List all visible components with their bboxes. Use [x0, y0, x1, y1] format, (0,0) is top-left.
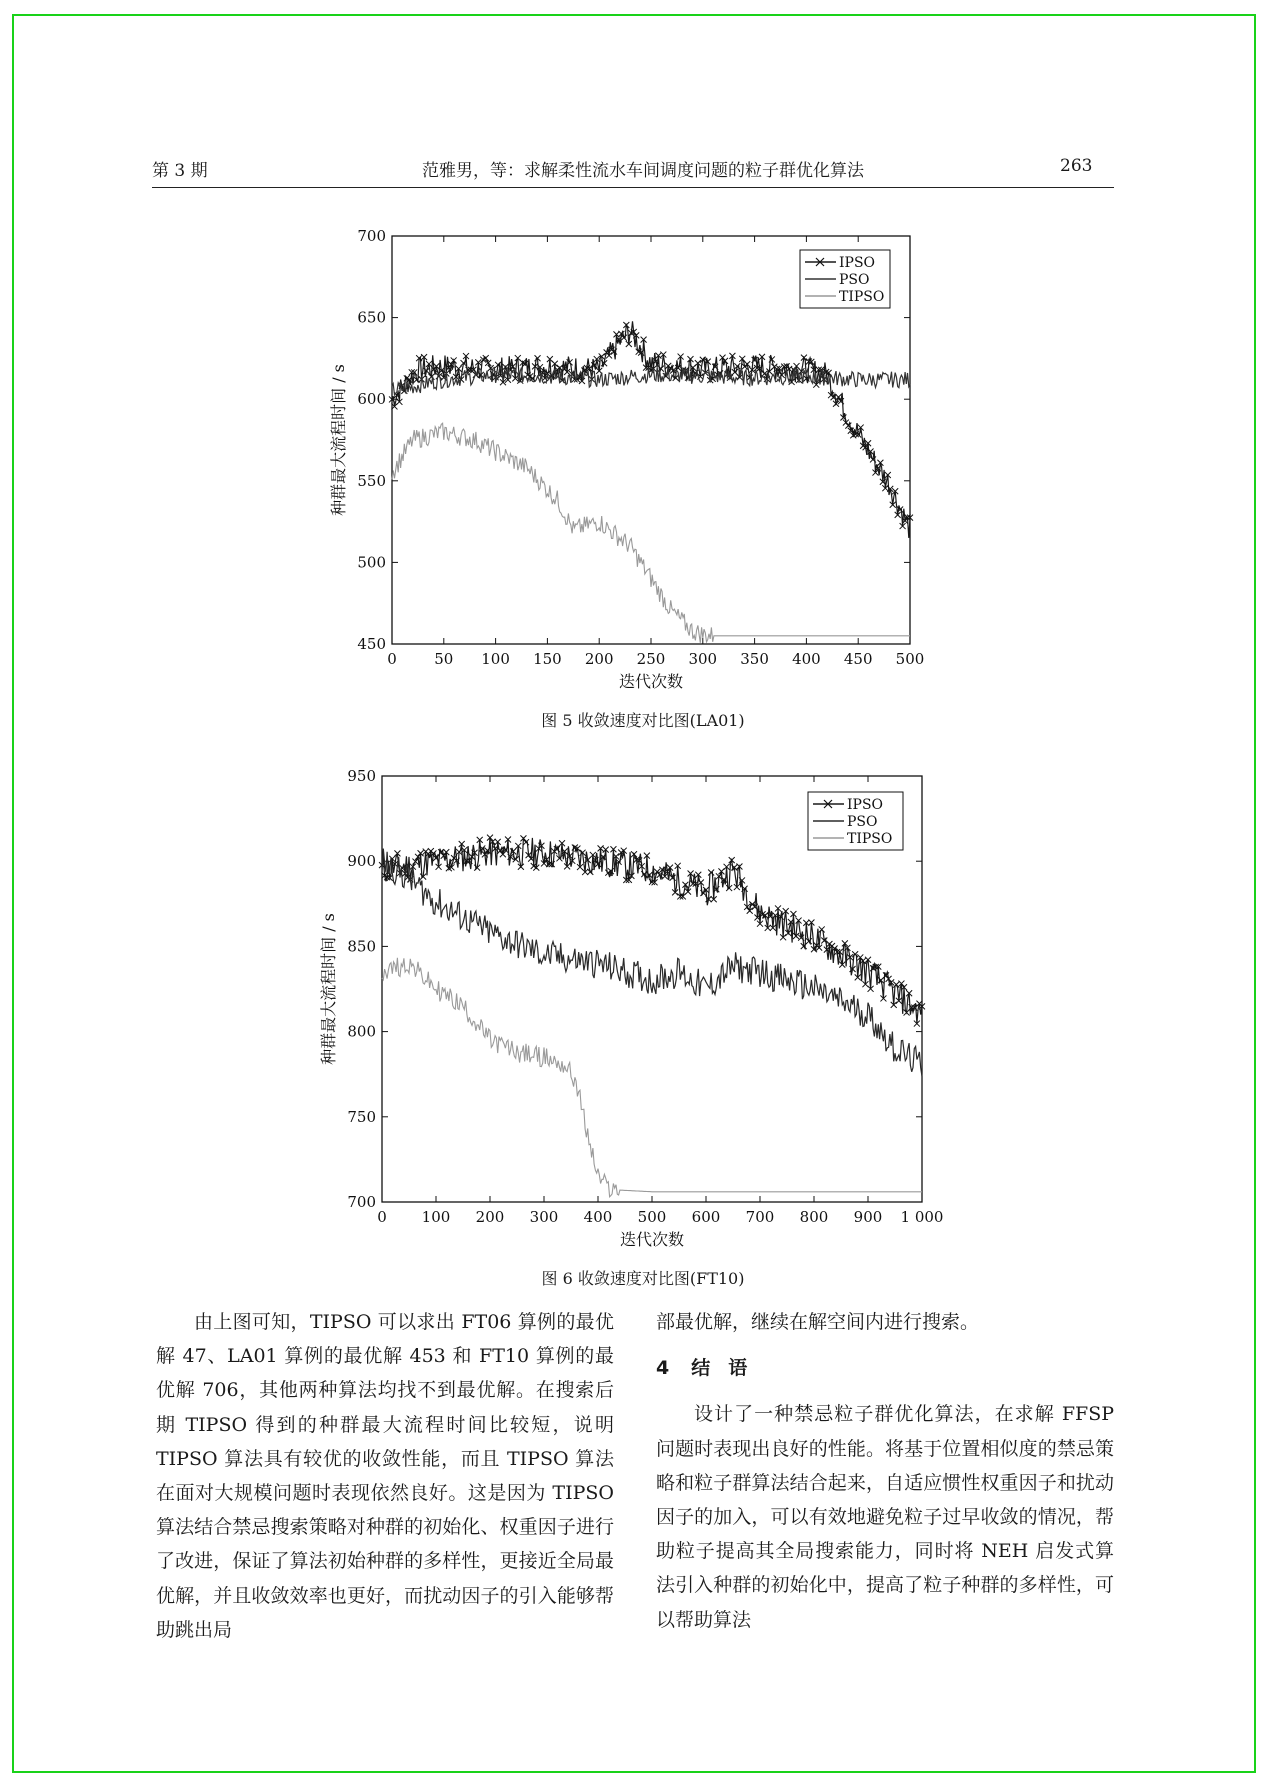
x-tick-label: 100 — [481, 650, 510, 668]
body-column-right — [656, 1305, 1114, 1637]
section-number: 4 — [656, 1357, 670, 1380]
y-tick-label: 850 — [347, 937, 376, 956]
x-tick-label: 450 — [843, 650, 873, 668]
y-tick-label: 750 — [347, 1107, 376, 1126]
legend-label: PSO — [847, 814, 878, 830]
x-tick-label: 300 — [688, 650, 718, 668]
x-axis-label: 迭代次数 — [618, 672, 684, 690]
x-tick-label: 800 — [799, 1208, 829, 1226]
x-tick-label: 500 — [637, 1208, 667, 1226]
legend-label: TIPSO — [847, 831, 893, 847]
page-number: 263 — [1060, 156, 1093, 176]
y-tick-label: 800 — [347, 1022, 376, 1041]
y-tick-label: 650 — [357, 308, 386, 327]
x-axis-label: 迭代次数 — [619, 1230, 685, 1249]
legend-label: IPSO — [839, 255, 876, 271]
y-axis-label: 种群最大流程时间 / s — [319, 913, 338, 1065]
running-title: 范雅男，等：求解柔性流水车间调度问题的粒子群优化算法 — [422, 161, 864, 181]
x-tick-label: 700 — [745, 1208, 775, 1226]
body-paragraph: 由上图可知，TIPSO 可以求出 FT06 算例的最优解 47、LA01 算例的最优解 453 和 FT10 算例的最优解 706，其他两种算法均找不到最优解。在搜索后期 TIPSO 得到的种群最大流程时间比较短，说明 TIPSO 算法具有较优的收敛性能，而且 TIPSO 算法在面对大规模问题时表现依然良好。这是因为 TIPSO 算法结合禁忌搜索策略对种群的初始化、权重因子进行了改进，保证了算法初始种群的多样性，更接近全局最优解，并且收敛效率也更好，而扰动因子的引入能够帮助跳出局 — [156, 1311, 614, 1641]
y-tick-label: 450 — [357, 635, 386, 653]
x-tick-label: 100 — [421, 1208, 451, 1226]
y-tick-label: 500 — [357, 553, 386, 572]
x-tick-label: 150 — [533, 650, 562, 668]
x-tick-label: 300 — [529, 1208, 559, 1226]
x-tick-label: 500 — [895, 650, 925, 668]
x-tick-label: 250 — [636, 650, 666, 668]
legend-label: IPSO — [847, 797, 884, 813]
figure-5 — [0, 220, 1286, 690]
journal-issue: 第 3 期 — [152, 161, 208, 181]
y-tick-label: 950 — [347, 767, 376, 785]
y-tick-label: 550 — [357, 471, 386, 490]
x-tick-label: 0 — [387, 650, 397, 668]
y-tick-label: 700 — [347, 1193, 376, 1211]
y-tick-label: 700 — [357, 227, 386, 245]
x-tick-label: 1 000 — [900, 1208, 944, 1226]
y-tick-label: 600 — [357, 390, 386, 409]
x-tick-label: 400 — [583, 1208, 613, 1226]
legend-label: PSO — [839, 272, 870, 288]
body-column-left — [156, 1305, 614, 1647]
figure-5-caption: 图 5 收敛速度对比图(LA01) — [541, 711, 745, 730]
figure-6-caption: 图 6 收敛速度对比图(FT10) — [541, 1269, 745, 1288]
chart-ft10 — [0, 760, 1286, 1260]
x-tick-label: 600 — [691, 1208, 721, 1226]
x-tick-label: 200 — [475, 1208, 505, 1226]
x-tick-label: 50 — [434, 650, 454, 668]
section-title-part: 语 — [728, 1357, 748, 1380]
y-tick-label: 900 — [347, 852, 376, 871]
x-tick-label: 900 — [853, 1208, 883, 1226]
chart-la01 — [0, 220, 1286, 690]
section-heading — [656, 1351, 1114, 1385]
x-tick-label: 200 — [584, 650, 614, 668]
header-rule — [152, 187, 1114, 188]
section-title-part: 结 — [691, 1357, 711, 1380]
body-paragraph-continuation: 部最优解，继续在解空间内进行搜索。 — [656, 1311, 980, 1333]
figure-6 — [0, 760, 1286, 1260]
x-tick-label: 0 — [377, 1208, 387, 1226]
legend-label: TIPSO — [839, 289, 885, 305]
x-tick-label: 350 — [740, 650, 769, 668]
y-axis-label: 种群最大流程时间 / s — [329, 364, 348, 516]
body-paragraph: 设计了一种禁忌粒子群优化算法，在求解 FFSP 问题时表现出良好的性能。将基于位置相似度的禁忌策略和粒子群算法结合起来，自适应惯性权重因子和扰动因子的加入，可以有效地避免粒子过早收敛的情况，帮助粒子提高其全局搜索能力，同时将 NEH 启发式算法引入种群的初始化中，提高了粒子种群的多样性，可以帮助算法 — [656, 1403, 1114, 1631]
x-tick-label: 400 — [792, 650, 821, 668]
